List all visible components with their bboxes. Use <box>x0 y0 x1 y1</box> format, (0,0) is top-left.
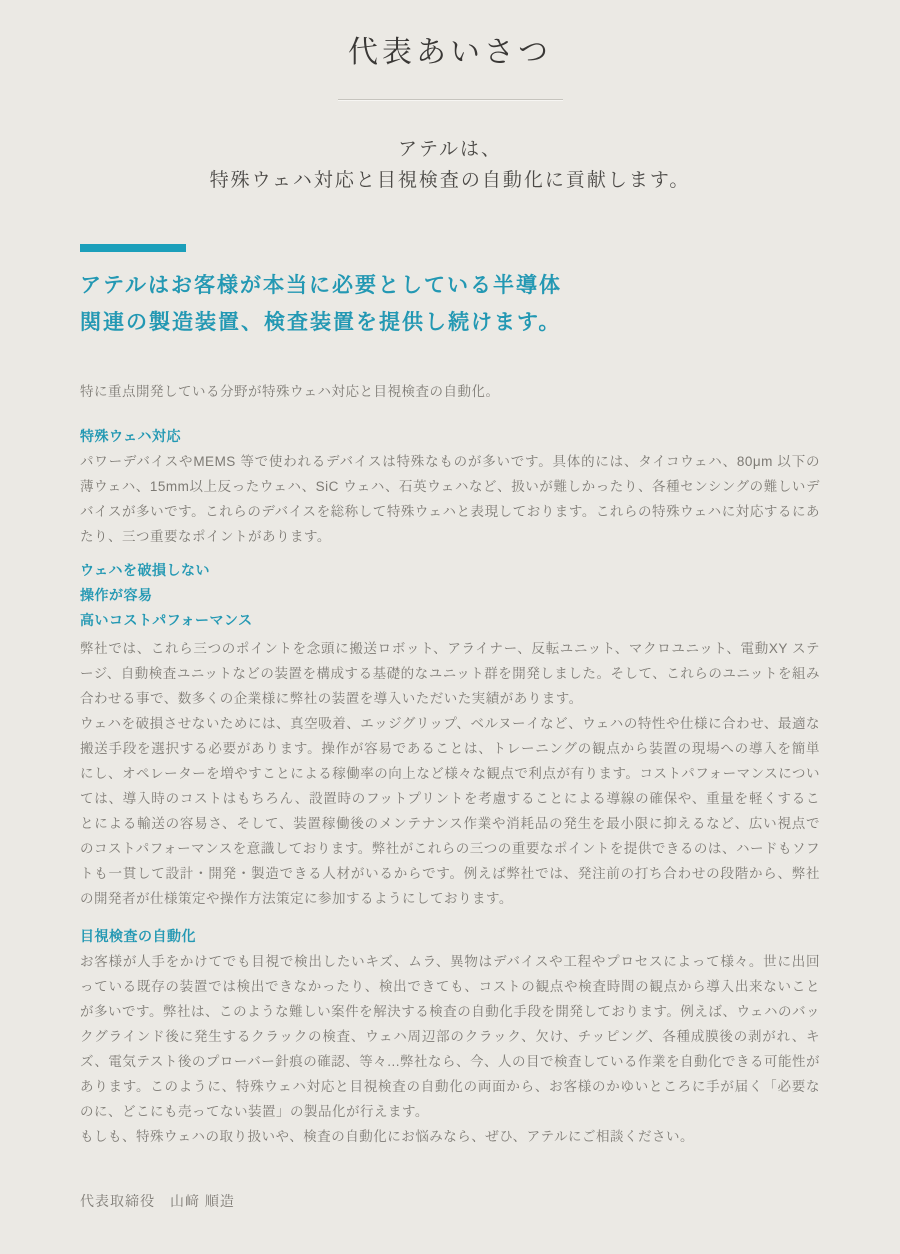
subtitle-line-2: 特殊ウェハ対応と目視検査の自動化に貢献します。 <box>209 170 691 191</box>
lead-heading-line-1: アテルはお客様が本当に必要としている半導体 <box>80 273 562 297</box>
visual-inspection-paragraph-2: もしも、特殊ウェハの取り扱いや、検査の自動化にお悩みなら、ぜひ、アテルにご相談ください。 <box>80 1129 694 1144</box>
page-subtitle <box>80 134 820 196</box>
special-wafer-paragraph-1: パワーデバイスやMEMS 等で使われるデバイスは特殊なものが多いです。具体的には、タイコウェハ、80μm 以下の薄ウェハ、15mm以上反ったウェハ、SiC ウェハ、石英ウェハなど、扱いが難しかったり、各種センシングの難しいデバイスが多いです。これらのデバイスを総称して特殊ウェハと表現しております。これらの特殊ウェハに対応するにあたり、三つ重要なポイントがあります。 <box>80 454 820 544</box>
key-points-list <box>80 558 820 633</box>
subtitle-line-1: アテルは、 <box>397 139 503 160</box>
intro-text: 特に重点開発している分野が特殊ウェハ対応と目視検査の自動化。 <box>80 384 500 399</box>
section-heading-special-wafer: 特殊ウェハ対応 <box>80 428 181 444</box>
accent-bar <box>80 244 186 252</box>
key-point-easy-operation: 操作が容易 <box>80 587 153 603</box>
signature: 代表取締役 山﨑 順造 <box>80 1193 235 1209</box>
lead-heading <box>80 267 820 341</box>
special-wafer-paragraph-3: ウェハを破損させないためには、真空吸着、エッジグリップ、ベルヌーイなど、ウェハの特性や仕様に合わせ、最適な搬送手段を選択する必要があります。操作が容易であることは、トレーニングの観点から装置の現場への導入を簡単にし、オペレーターを増やすことによる稼働率の向上など様々な観点で利点が有ります。コストパフォーマンスについては、導入時のコストはもちろん、設置時のフットプリントを考慮することによる導線の確保や、重量を軽くすることによる輸送の容易さ、そして、装置稼働後のメンテナンス作業や消耗品の発生を最小限に抑えるなど、広い視点でのコストパフォーマンスを意識しております。弊社がこれらの三つの重要なポイントを提供できるのは、ハードもソフトも一貫して設計・開発・製造できる人材がいるからです。例えば弊社では、発注前の打ち合わせの段階から、弊社の開発者が仕様策定や操作方法策定に参加するようにしております。 <box>80 716 820 906</box>
key-point-no-wafer-damage: ウェハを破損しない <box>80 562 210 578</box>
visual-inspection-paragraph-1: お客様が人手をかけてでも目視で検出したいキズ、ムラ、異物はデバイスや工程やプロセスによって様々。世に出回っている既存の装置では検出できなかったり、検出できても、コストの観点や検査時間の観点から導入出来ないことが多いです。弊社は、このような難しい案件を解決する検査の自動化手段を開発しております。例えば、ウェハのバックグラインド後に発生するクラックの検査、ウェハ周辺部のクラック、欠け、チッピング、各種成膜後の剥がれ、キズ、電気テスト後のプローバー針痕の確認、等々...弊社なら、今、人の目で検査している作業を自動化できる可能性があります。このように、特殊ウェハ対応と目視検査の自動化の両面から、お客様のかゆいところに手が届く「必要なのに、どこにも売ってない装置」の製品化が行えます。 <box>80 954 820 1119</box>
special-wafer-paragraph-2: 弊社では、これら三つのポイントを念頭に搬送ロボット、アライナー、反転ユニット、マクロユニット、電動XY ステージ、自動検査ユニットなどの装置を構成する基礎的なユニット群を開発しました。そして、これらのユニットを組み合わせる事で、数多くの企業様に弊社の装置を導入いただいた実績があります。 <box>80 641 820 706</box>
section-heading-visual-inspection: 目視検査の自動化 <box>80 928 196 944</box>
key-point-cost-performance: 高いコストパフォーマンス <box>80 612 253 628</box>
title-divider <box>338 99 563 101</box>
page-title: 代表あいさつ <box>348 36 552 69</box>
lead-heading-line-2: 関連の製造装置、検査装置を提供し続けます。 <box>80 310 562 334</box>
